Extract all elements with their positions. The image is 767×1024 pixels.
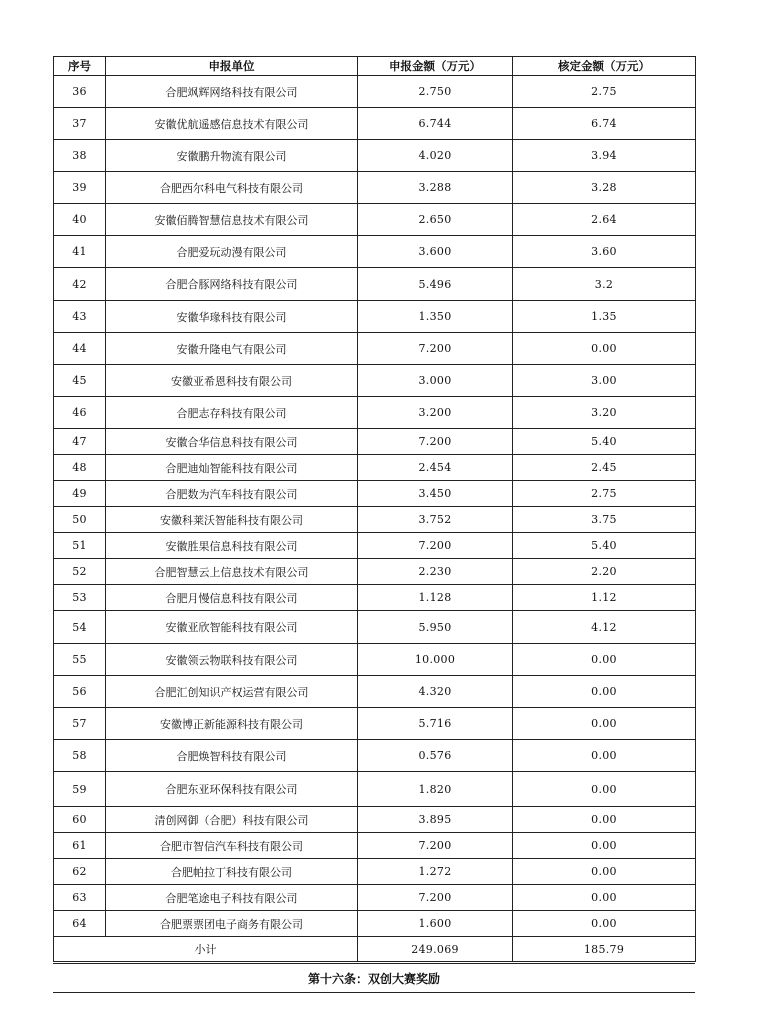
row-seq: 60: [54, 807, 106, 833]
subtotal-row: [54, 937, 696, 962]
row-approved-amount: 3.20: [513, 397, 696, 429]
row-approved-amount: 3.2: [513, 268, 696, 301]
row-seq: 37: [54, 108, 106, 140]
section-heading-bar: [53, 963, 695, 993]
row-seq: 40: [54, 204, 106, 236]
table-row: [54, 76, 696, 108]
row-unit-name: 合肥西尔科电气科技有限公司: [106, 172, 358, 204]
row-applied-amount: 1.128: [358, 585, 513, 611]
row-applied-amount: 2.650: [358, 204, 513, 236]
row-approved-amount: 2.45: [513, 455, 696, 481]
row-applied-amount: 3.450: [358, 481, 513, 507]
row-applied-amount: 3.200: [358, 397, 513, 429]
row-approved-amount: 2.75: [513, 481, 696, 507]
table-row: [54, 833, 696, 859]
row-unit-name: 安徽亚欣智能科技有限公司: [106, 611, 358, 644]
row-approved-amount: 3.00: [513, 365, 696, 397]
row-applied-amount: 6.744: [358, 108, 513, 140]
table-row: [54, 644, 696, 676]
header-approved-amount: 核定金额（万元）: [513, 57, 696, 76]
row-unit-name: 合肥爱玩动漫有限公司: [106, 236, 358, 268]
row-applied-amount: 4.320: [358, 676, 513, 708]
section-heading: 第十六条：双创大赛奖励: [307, 971, 440, 986]
row-unit-name: 合肥票票团电子商务有限公司: [106, 911, 358, 937]
subtotal-approved: 185.79: [513, 937, 696, 962]
table-row: [54, 268, 696, 301]
row-seq: 46: [54, 397, 106, 429]
row-unit-name: 安徽博正新能源科技有限公司: [106, 708, 358, 740]
row-seq: 51: [54, 533, 106, 559]
table-row: [54, 333, 696, 365]
table-row: [54, 885, 696, 911]
row-applied-amount: 3.000: [358, 365, 513, 397]
table-header-row: [54, 57, 696, 76]
row-seq: 41: [54, 236, 106, 268]
table-row: [54, 911, 696, 937]
row-seq: 45: [54, 365, 106, 397]
row-approved-amount: 0.00: [513, 644, 696, 676]
row-seq: 44: [54, 333, 106, 365]
row-seq: 36: [54, 76, 106, 108]
table-row: [54, 108, 696, 140]
table-row: [54, 859, 696, 885]
table-row: [54, 507, 696, 533]
row-approved-amount: 6.74: [513, 108, 696, 140]
table-row: [54, 140, 696, 172]
row-seq: 61: [54, 833, 106, 859]
row-unit-name: 合肥汇创知识产权运营有限公司: [106, 676, 358, 708]
row-approved-amount: 0.00: [513, 833, 696, 859]
row-unit-name: 安徽鹏升物流有限公司: [106, 140, 358, 172]
row-approved-amount: 3.94: [513, 140, 696, 172]
row-unit-name: 安徽升隆电气有限公司: [106, 333, 358, 365]
row-seq: 52: [54, 559, 106, 585]
table-row: [54, 740, 696, 772]
row-unit-name: 合肥月慢信息科技有限公司: [106, 585, 358, 611]
row-applied-amount: 7.200: [358, 429, 513, 455]
row-approved-amount: 2.75: [513, 76, 696, 108]
row-applied-amount: 2.230: [358, 559, 513, 585]
row-applied-amount: 7.200: [358, 333, 513, 365]
header-seq: 序号: [54, 57, 106, 76]
row-unit-name: 安徽领云物联科技有限公司: [106, 644, 358, 676]
row-seq: 43: [54, 301, 106, 333]
row-seq: 58: [54, 740, 106, 772]
row-applied-amount: 7.200: [358, 533, 513, 559]
row-applied-amount: 5.950: [358, 611, 513, 644]
row-applied-amount: 3.752: [358, 507, 513, 533]
subtotal-applied: 249.069: [358, 937, 513, 962]
row-approved-amount: 2.20: [513, 559, 696, 585]
row-applied-amount: 1.350: [358, 301, 513, 333]
row-approved-amount: 0.00: [513, 333, 696, 365]
row-applied-amount: 1.600: [358, 911, 513, 937]
table-row: [54, 429, 696, 455]
row-seq: 47: [54, 429, 106, 455]
row-applied-amount: 4.020: [358, 140, 513, 172]
row-seq: 42: [54, 268, 106, 301]
row-seq: 64: [54, 911, 106, 937]
row-approved-amount: 4.12: [513, 611, 696, 644]
row-approved-amount: 0.00: [513, 885, 696, 911]
table-row: [54, 611, 696, 644]
row-applied-amount: 3.288: [358, 172, 513, 204]
row-applied-amount: 1.272: [358, 859, 513, 885]
row-approved-amount: 5.40: [513, 533, 696, 559]
row-seq: 56: [54, 676, 106, 708]
funding-table: [53, 56, 696, 962]
row-unit-name: 安徽华瑑科技有限公司: [106, 301, 358, 333]
row-unit-name: 安徽佰腾智慧信息技术有限公司: [106, 204, 358, 236]
row-approved-amount: 0.00: [513, 807, 696, 833]
row-approved-amount: 2.64: [513, 204, 696, 236]
table-row: [54, 676, 696, 708]
row-unit-name: 合肥智慧云上信息技术有限公司: [106, 559, 358, 585]
row-unit-name: 合肥焕智科技有限公司: [106, 740, 358, 772]
row-unit-name: 合肥飒辉网络科技有限公司: [106, 76, 358, 108]
row-applied-amount: 3.600: [358, 236, 513, 268]
table-row: [54, 455, 696, 481]
row-unit-name: 合肥数为汽车科技有限公司: [106, 481, 358, 507]
table-row: [54, 397, 696, 429]
row-approved-amount: 5.40: [513, 429, 696, 455]
header-applied-amount: 申报金额（万元）: [358, 57, 513, 76]
row-seq: 53: [54, 585, 106, 611]
row-seq: 62: [54, 859, 106, 885]
row-applied-amount: 2.750: [358, 76, 513, 108]
table-body: [54, 76, 696, 962]
header-unit: 申报单位: [106, 57, 358, 76]
row-unit-name: 安徽科莱沃智能科技有限公司: [106, 507, 358, 533]
row-seq: 54: [54, 611, 106, 644]
row-unit-name: 合肥帕拉丁科技有限公司: [106, 859, 358, 885]
row-approved-amount: 0.00: [513, 911, 696, 937]
row-approved-amount: 3.28: [513, 172, 696, 204]
row-unit-name: 安徽亚希恩科技有限公司: [106, 365, 358, 397]
row-unit-name: 合肥市智信汽车科技有限公司: [106, 833, 358, 859]
subtotal-label: 小计: [54, 937, 358, 962]
row-applied-amount: 0.576: [358, 740, 513, 772]
table-row: [54, 708, 696, 740]
row-unit-name: 安徽合华信息科技有限公司: [106, 429, 358, 455]
row-seq: 59: [54, 772, 106, 807]
row-applied-amount: 7.200: [358, 833, 513, 859]
table-row: [54, 585, 696, 611]
row-approved-amount: 0.00: [513, 740, 696, 772]
row-seq: 39: [54, 172, 106, 204]
row-seq: 50: [54, 507, 106, 533]
row-seq: 57: [54, 708, 106, 740]
table-row: [54, 301, 696, 333]
row-approved-amount: 1.35: [513, 301, 696, 333]
row-approved-amount: 0.00: [513, 859, 696, 885]
row-seq: 49: [54, 481, 106, 507]
row-seq: 55: [54, 644, 106, 676]
row-seq: 63: [54, 885, 106, 911]
row-unit-name: 合肥笔途电子科技有限公司: [106, 885, 358, 911]
row-approved-amount: 0.00: [513, 676, 696, 708]
row-unit-name: 合肥东亚环保科技有限公司: [106, 772, 358, 807]
row-applied-amount: 3.895: [358, 807, 513, 833]
table-row: [54, 559, 696, 585]
row-applied-amount: 5.716: [358, 708, 513, 740]
row-seq: 38: [54, 140, 106, 172]
table-row: [54, 204, 696, 236]
table-row: [54, 807, 696, 833]
row-seq: 48: [54, 455, 106, 481]
table-row: [54, 481, 696, 507]
row-unit-name: 合肥志存科技有限公司: [106, 397, 358, 429]
row-unit-name: 安徽胜果信息科技有限公司: [106, 533, 358, 559]
row-approved-amount: 1.12: [513, 585, 696, 611]
row-unit-name: 清创网御（合肥）科技有限公司: [106, 807, 358, 833]
row-unit-name: 安徽优航遥感信息技术有限公司: [106, 108, 358, 140]
row-applied-amount: 2.454: [358, 455, 513, 481]
table-row: [54, 172, 696, 204]
row-approved-amount: 3.60: [513, 236, 696, 268]
table-row: [54, 772, 696, 807]
table-row: [54, 533, 696, 559]
row-unit-name: 合肥合豚网络科技有限公司: [106, 268, 358, 301]
row-applied-amount: 10.000: [358, 644, 513, 676]
row-approved-amount: 0.00: [513, 708, 696, 740]
row-applied-amount: 7.200: [358, 885, 513, 911]
table-row: [54, 236, 696, 268]
row-approved-amount: 3.75: [513, 507, 696, 533]
row-applied-amount: 5.496: [358, 268, 513, 301]
row-approved-amount: 0.00: [513, 772, 696, 807]
row-unit-name: 合肥迪灿智能科技有限公司: [106, 455, 358, 481]
table-row: [54, 365, 696, 397]
row-applied-amount: 1.820: [358, 772, 513, 807]
